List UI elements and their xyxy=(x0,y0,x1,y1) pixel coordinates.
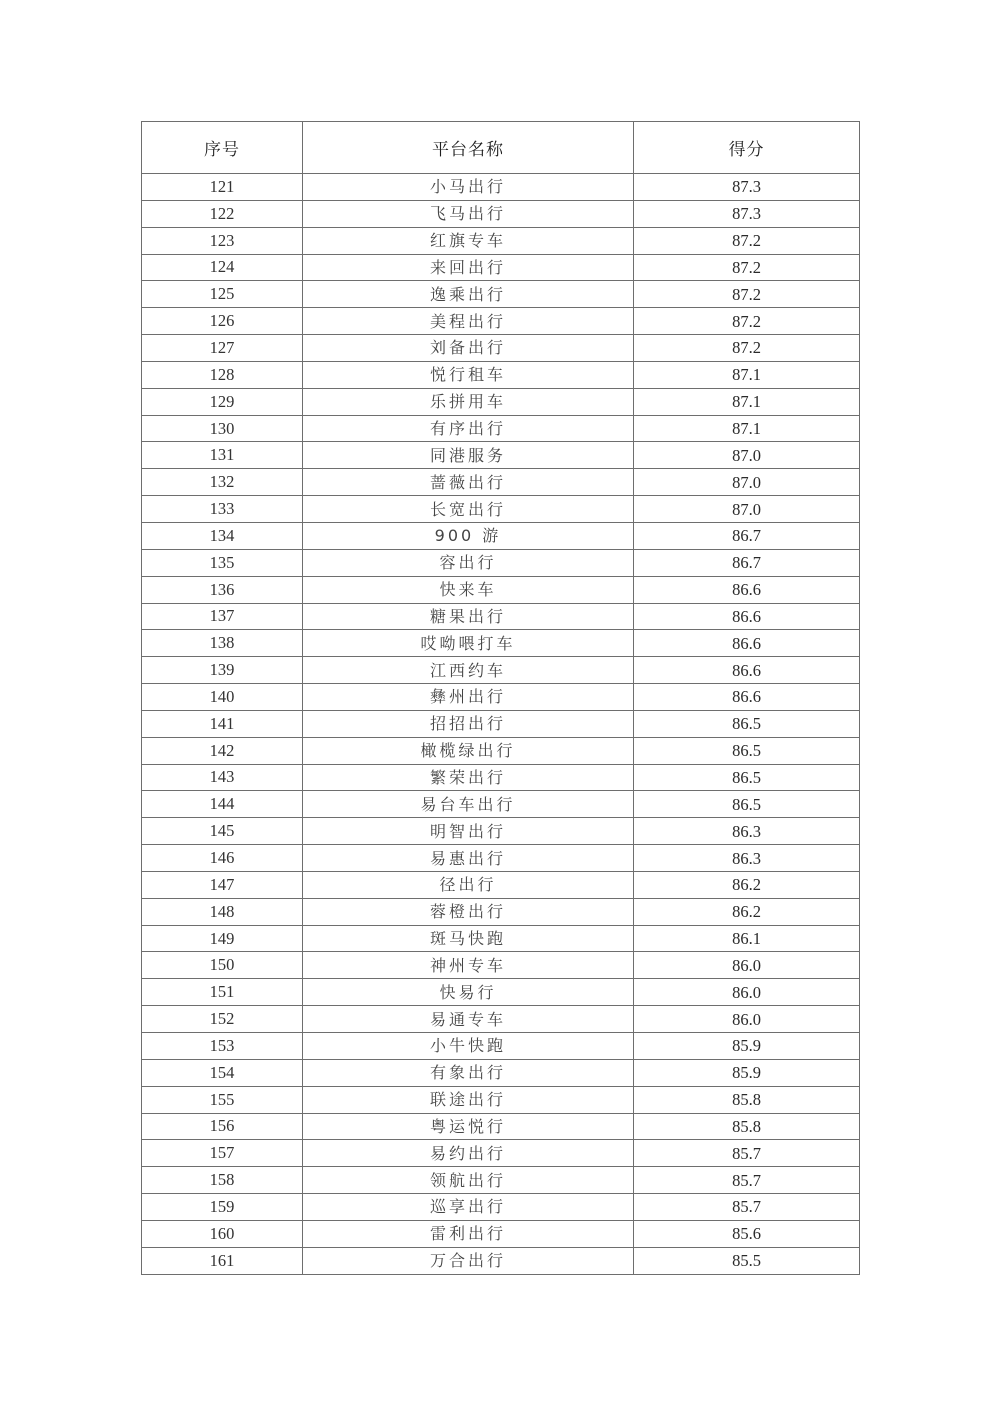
header-platform-name: 平台名称 xyxy=(303,122,634,174)
table-row xyxy=(142,1220,860,1247)
table-row xyxy=(142,1140,860,1167)
platform-name-cell: 易台车出行 xyxy=(303,791,634,818)
table-row xyxy=(142,576,860,603)
score-cell: 86.6 xyxy=(634,603,860,630)
table-row xyxy=(142,549,860,576)
platform-name-cell: 明智出行 xyxy=(303,818,634,845)
serial-number-cell: 152 xyxy=(142,1006,303,1033)
table-row xyxy=(142,442,860,469)
score-cell: 87.0 xyxy=(634,469,860,496)
score-cell: 87.3 xyxy=(634,174,860,201)
serial-number-cell: 146 xyxy=(142,845,303,872)
serial-number-cell: 135 xyxy=(142,549,303,576)
table-row xyxy=(142,979,860,1006)
score-cell: 85.5 xyxy=(634,1247,860,1274)
serial-number-cell: 123 xyxy=(142,227,303,254)
table-row xyxy=(142,1033,860,1060)
serial-number-cell: 138 xyxy=(142,630,303,657)
table-row xyxy=(142,1059,860,1086)
serial-number-cell: 136 xyxy=(142,576,303,603)
table-row xyxy=(142,764,860,791)
table-row xyxy=(142,657,860,684)
serial-number-cell: 158 xyxy=(142,1167,303,1194)
table-row xyxy=(142,791,860,818)
platform-name-cell: 长宽出行 xyxy=(303,496,634,523)
score-cell: 86.6 xyxy=(634,576,860,603)
score-cell: 86.5 xyxy=(634,791,860,818)
score-cell: 87.2 xyxy=(634,254,860,281)
serial-number-cell: 134 xyxy=(142,522,303,549)
platform-name-cell: 万合出行 xyxy=(303,1247,634,1274)
table-row xyxy=(142,335,860,362)
platform-name-cell: 悦行租车 xyxy=(303,361,634,388)
score-cell: 87.2 xyxy=(634,308,860,335)
table-row xyxy=(142,1113,860,1140)
table-row xyxy=(142,1194,860,1221)
table-row xyxy=(142,898,860,925)
serial-number-cell: 137 xyxy=(142,603,303,630)
platform-name-cell: 哎呦喂打车 xyxy=(303,630,634,657)
table-row xyxy=(142,818,860,845)
score-cell: 87.1 xyxy=(634,415,860,442)
score-cell: 87.0 xyxy=(634,442,860,469)
table-row xyxy=(142,361,860,388)
serial-number-cell: 125 xyxy=(142,281,303,308)
header-serial-number: 序号 xyxy=(142,122,303,174)
score-cell: 87.2 xyxy=(634,335,860,362)
score-cell: 86.2 xyxy=(634,898,860,925)
platform-name-cell: 领航出行 xyxy=(303,1167,634,1194)
table-row xyxy=(142,496,860,523)
table-row xyxy=(142,737,860,764)
platform-name-cell: 小牛快跑 xyxy=(303,1033,634,1060)
table-body xyxy=(142,174,860,1275)
table-row xyxy=(142,1167,860,1194)
score-cell: 85.7 xyxy=(634,1167,860,1194)
table-row xyxy=(142,845,860,872)
serial-number-cell: 129 xyxy=(142,388,303,415)
serial-number-cell: 148 xyxy=(142,898,303,925)
platform-name-cell: 刘备出行 xyxy=(303,335,634,362)
platform-name-cell: 有象出行 xyxy=(303,1059,634,1086)
serial-number-cell: 133 xyxy=(142,496,303,523)
score-cell: 86.0 xyxy=(634,952,860,979)
score-cell: 86.0 xyxy=(634,979,860,1006)
platform-name-cell: 雷利出行 xyxy=(303,1220,634,1247)
platform-name-cell: 易通专车 xyxy=(303,1006,634,1033)
serial-number-cell: 140 xyxy=(142,684,303,711)
score-cell: 85.6 xyxy=(634,1220,860,1247)
score-cell: 85.7 xyxy=(634,1140,860,1167)
table-row xyxy=(142,684,860,711)
score-cell: 86.6 xyxy=(634,684,860,711)
table-row xyxy=(142,925,860,952)
platform-name-cell: 橄榄绿出行 xyxy=(303,737,634,764)
table-row xyxy=(142,1247,860,1274)
platform-name-cell: 彝州出行 xyxy=(303,684,634,711)
score-cell: 87.2 xyxy=(634,281,860,308)
table-row xyxy=(142,227,860,254)
table-row xyxy=(142,603,860,630)
platform-name-cell: 蔷薇出行 xyxy=(303,469,634,496)
table-row xyxy=(142,388,860,415)
table-row xyxy=(142,710,860,737)
platform-name-cell: 巡享出行 xyxy=(303,1194,634,1221)
serial-number-cell: 155 xyxy=(142,1086,303,1113)
platform-name-cell: 容出行 xyxy=(303,549,634,576)
serial-number-cell: 150 xyxy=(142,952,303,979)
score-cell: 85.7 xyxy=(634,1194,860,1221)
header-score: 得分 xyxy=(634,122,860,174)
platform-name-cell: 逸乘出行 xyxy=(303,281,634,308)
platform-name-cell: 繁荣出行 xyxy=(303,764,634,791)
score-cell: 87.1 xyxy=(634,361,860,388)
platform-name-cell: 联途出行 xyxy=(303,1086,634,1113)
platform-score-table xyxy=(141,121,860,1275)
table-row xyxy=(142,469,860,496)
serial-number-cell: 157 xyxy=(142,1140,303,1167)
serial-number-cell: 130 xyxy=(142,415,303,442)
table-row xyxy=(142,200,860,227)
serial-number-cell: 124 xyxy=(142,254,303,281)
platform-name-cell: 快易行 xyxy=(303,979,634,1006)
serial-number-cell: 132 xyxy=(142,469,303,496)
score-cell: 86.5 xyxy=(634,710,860,737)
table-row xyxy=(142,522,860,549)
platform-name-cell: 蓉橙出行 xyxy=(303,898,634,925)
table-header xyxy=(142,122,860,174)
serial-number-cell: 131 xyxy=(142,442,303,469)
serial-number-cell: 154 xyxy=(142,1059,303,1086)
platform-name-cell: 斑马快跑 xyxy=(303,925,634,952)
score-cell: 86.0 xyxy=(634,1006,860,1033)
score-cell: 86.6 xyxy=(634,630,860,657)
platform-name-cell: 乐拼用车 xyxy=(303,388,634,415)
serial-number-cell: 139 xyxy=(142,657,303,684)
platform-name-cell: 径出行 xyxy=(303,871,634,898)
score-cell: 85.8 xyxy=(634,1086,860,1113)
serial-number-cell: 153 xyxy=(142,1033,303,1060)
table-row xyxy=(142,952,860,979)
platform-name-cell: 飞马出行 xyxy=(303,200,634,227)
score-cell: 86.3 xyxy=(634,845,860,872)
score-cell: 87.0 xyxy=(634,496,860,523)
serial-number-cell: 121 xyxy=(142,174,303,201)
serial-number-cell: 144 xyxy=(142,791,303,818)
score-cell: 87.2 xyxy=(634,227,860,254)
platform-name-cell: 易惠出行 xyxy=(303,845,634,872)
serial-number-cell: 141 xyxy=(142,710,303,737)
serial-number-cell: 149 xyxy=(142,925,303,952)
platform-name-cell: 900 游 xyxy=(303,522,634,549)
platform-name-cell: 小马出行 xyxy=(303,174,634,201)
serial-number-cell: 142 xyxy=(142,737,303,764)
table-row xyxy=(142,630,860,657)
platform-name-cell: 招招出行 xyxy=(303,710,634,737)
score-cell: 87.3 xyxy=(634,200,860,227)
score-cell: 86.3 xyxy=(634,818,860,845)
serial-number-cell: 128 xyxy=(142,361,303,388)
platform-name-cell: 快来车 xyxy=(303,576,634,603)
platform-name-cell: 有序出行 xyxy=(303,415,634,442)
score-cell: 86.5 xyxy=(634,764,860,791)
serial-number-cell: 143 xyxy=(142,764,303,791)
platform-name-cell: 糖果出行 xyxy=(303,603,634,630)
platform-name-cell: 易约出行 xyxy=(303,1140,634,1167)
score-cell: 86.7 xyxy=(634,549,860,576)
serial-number-cell: 161 xyxy=(142,1247,303,1274)
platform-name-cell: 美程出行 xyxy=(303,308,634,335)
platform-name-cell: 江西约车 xyxy=(303,657,634,684)
table-row xyxy=(142,174,860,201)
score-cell: 86.1 xyxy=(634,925,860,952)
serial-number-cell: 160 xyxy=(142,1220,303,1247)
score-cell: 85.9 xyxy=(634,1059,860,1086)
header-row xyxy=(142,122,860,174)
serial-number-cell: 147 xyxy=(142,871,303,898)
serial-number-cell: 122 xyxy=(142,200,303,227)
table-row xyxy=(142,308,860,335)
platform-name-cell: 粤运悦行 xyxy=(303,1113,634,1140)
score-cell: 85.9 xyxy=(634,1033,860,1060)
serial-number-cell: 127 xyxy=(142,335,303,362)
platform-name-cell: 来回出行 xyxy=(303,254,634,281)
table-row xyxy=(142,1086,860,1113)
serial-number-cell: 126 xyxy=(142,308,303,335)
score-cell: 85.8 xyxy=(634,1113,860,1140)
score-cell: 86.5 xyxy=(634,737,860,764)
serial-number-cell: 145 xyxy=(142,818,303,845)
platform-name-cell: 红旗专车 xyxy=(303,227,634,254)
table-row xyxy=(142,1006,860,1033)
score-cell: 86.6 xyxy=(634,657,860,684)
table-row xyxy=(142,415,860,442)
serial-number-cell: 156 xyxy=(142,1113,303,1140)
score-cell: 86.7 xyxy=(634,522,860,549)
score-cell: 87.1 xyxy=(634,388,860,415)
table-row xyxy=(142,871,860,898)
table-row xyxy=(142,281,860,308)
serial-number-cell: 159 xyxy=(142,1194,303,1221)
score-cell: 86.2 xyxy=(634,871,860,898)
platform-name-cell: 神州专车 xyxy=(303,952,634,979)
serial-number-cell: 151 xyxy=(142,979,303,1006)
platform-name-cell: 同港服务 xyxy=(303,442,634,469)
table-row xyxy=(142,254,860,281)
